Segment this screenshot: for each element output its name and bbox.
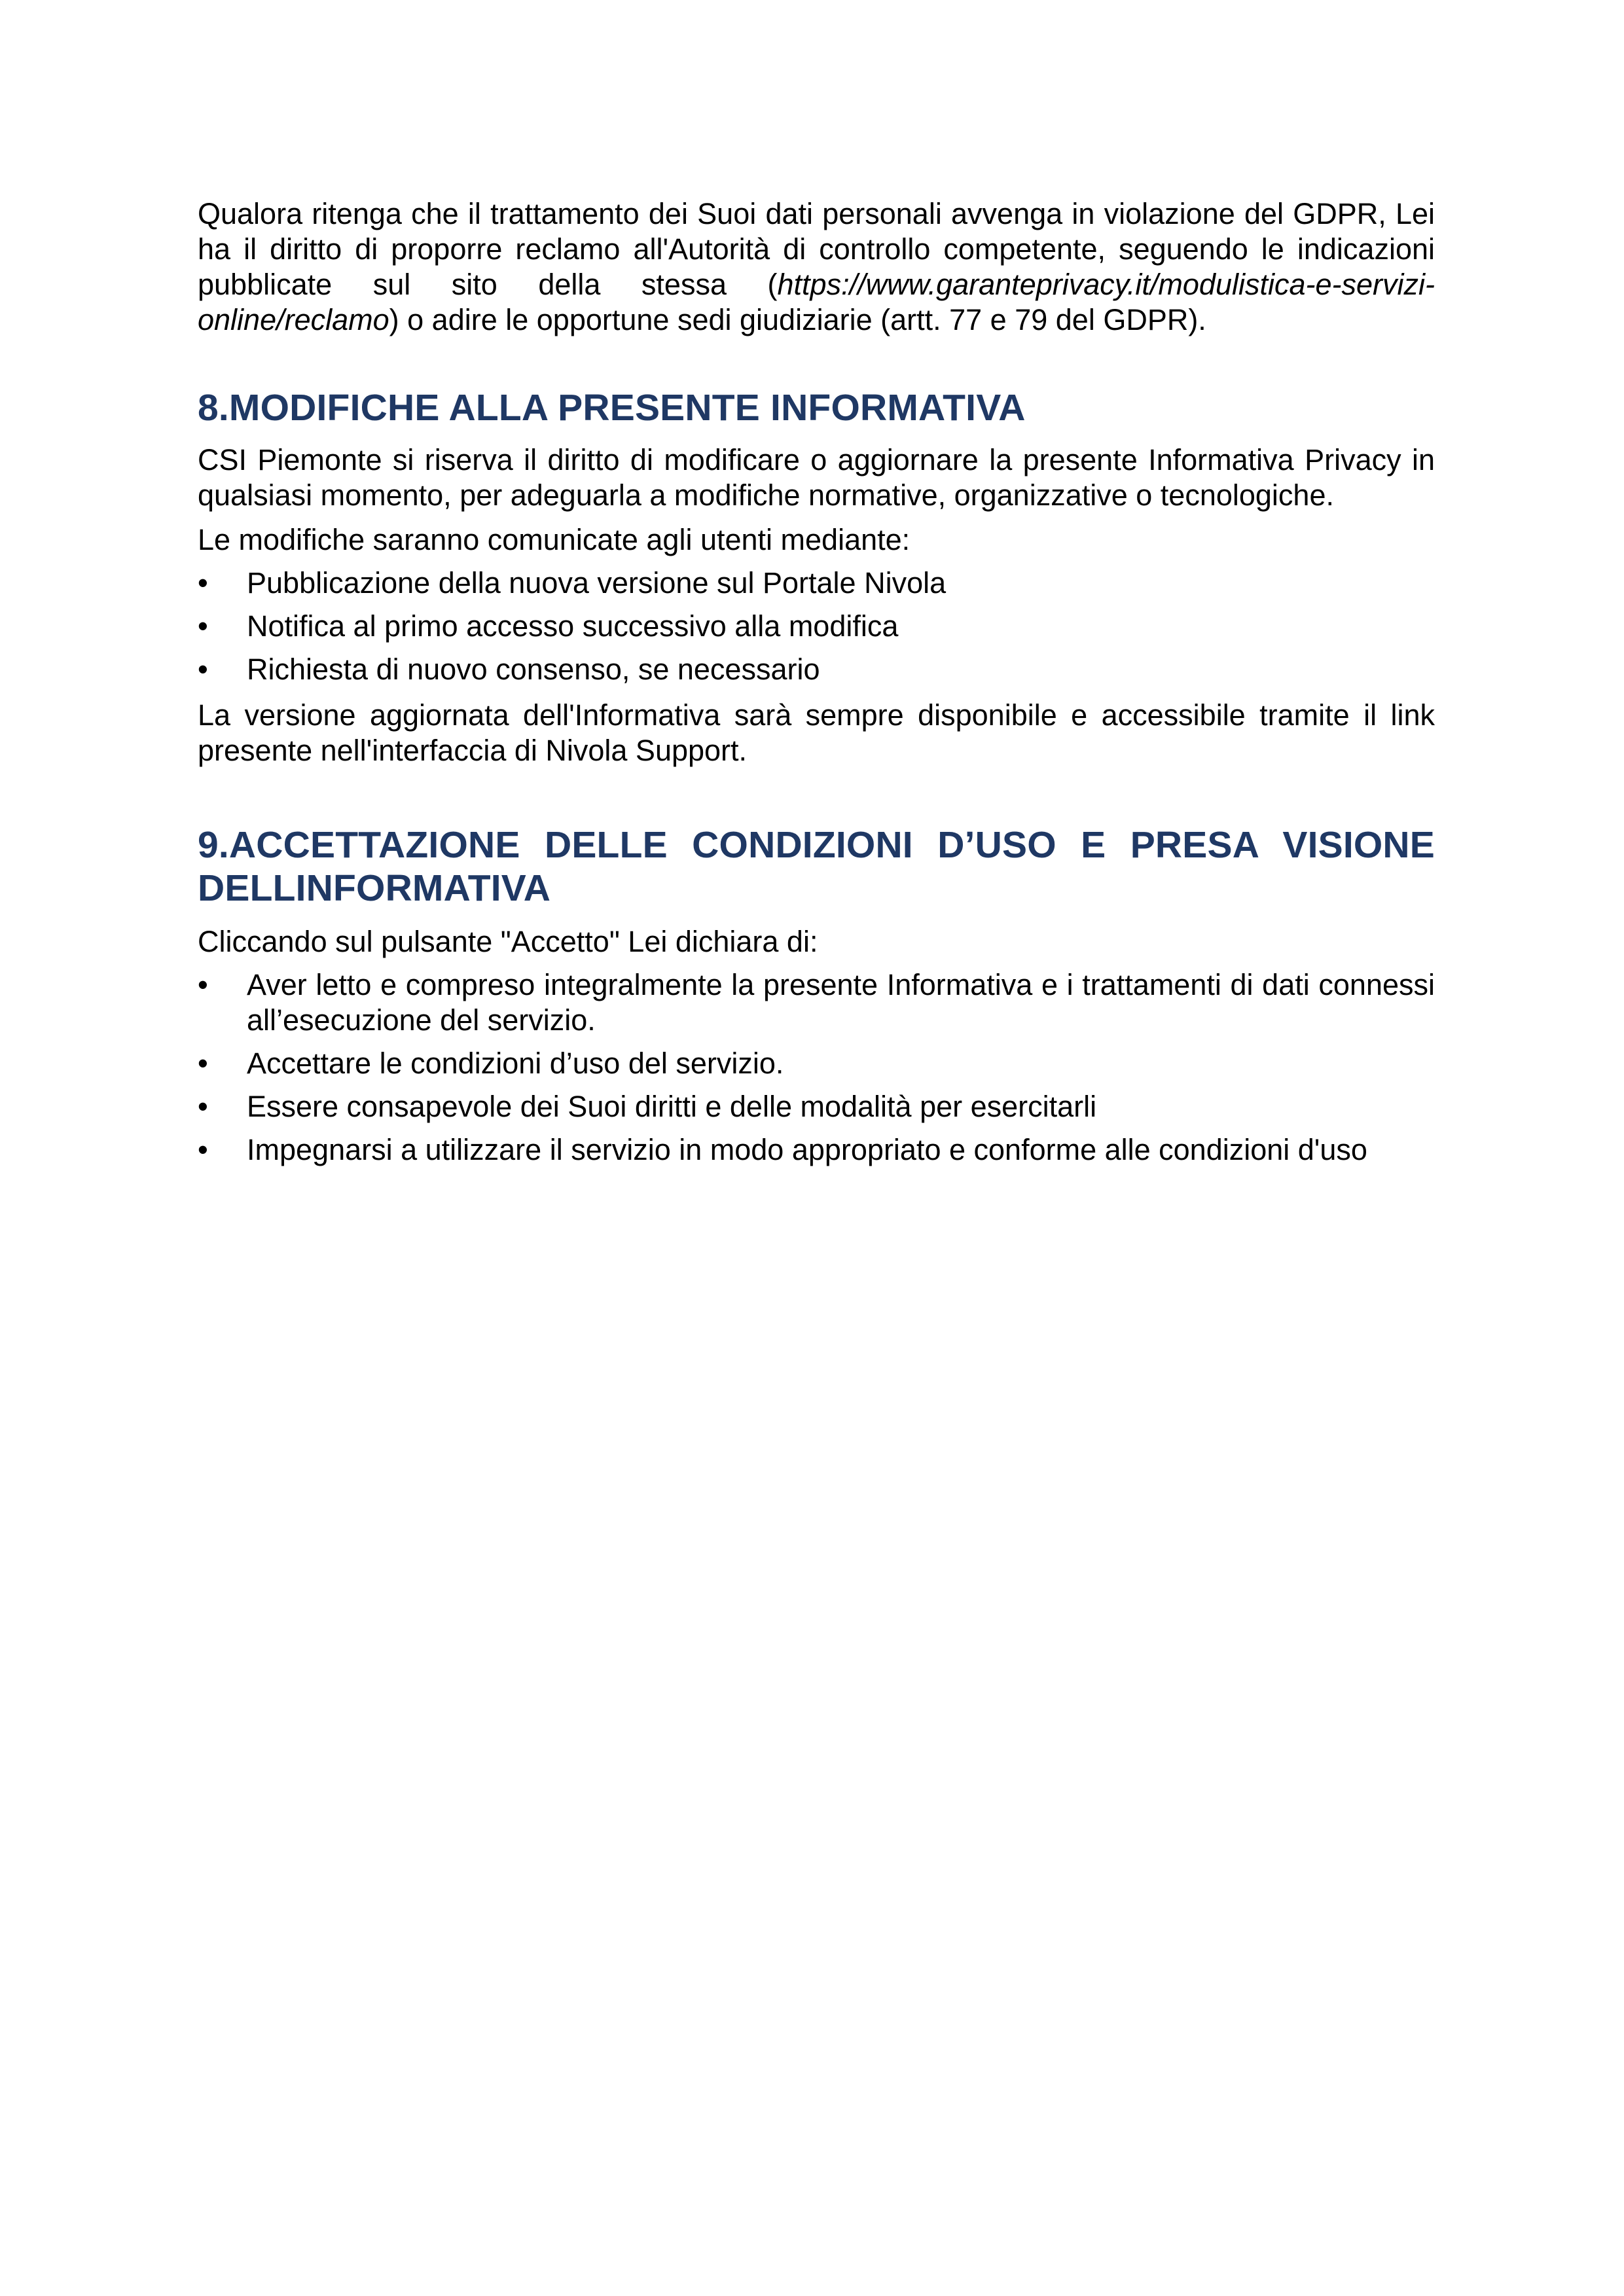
list-item-text: Aver letto e compreso integralmente la presente Informativa e i trattamenti di dati connessi all’esecuzione del servizio. — [247, 968, 1435, 1037]
document-page — [198, 196, 1435, 1168]
garante-privacy-link[interactable]: https://www.garanteprivacy.it/modulistica-e-servizi-online/reclamo — [198, 268, 1435, 336]
bullet-icon: • — [198, 1047, 208, 1080]
complaint-paragraph-start: Qualora ritenga che il trattamento dei Suoi dati personali avvenga in violazione del GDPR, Lei ha il diritto di proporre reclamo all'Autorità di controllo competente, seguendo le indicazioni pubblicate sul sito della stessa ( — [198, 197, 1435, 301]
list-item-text: Accettare le condizioni d’uso del servizio. — [247, 1047, 784, 1080]
list-item — [198, 565, 1435, 601]
list-item — [198, 1132, 1435, 1168]
complaint-paragraph-end: ) o adire le opportune sedi giudiziarie (artt. 77 e 79 del GDPR). — [389, 303, 1206, 336]
section-8-title: 8.MODIFICHE ALLA PRESENTE INFORMATIVA — [198, 387, 1026, 429]
section-8-paragraph-2: Le modifiche saranno comunicate agli utenti mediante: — [198, 523, 911, 556]
list-item — [198, 1046, 1435, 1081]
list-item-text: Pubblicazione della nuova versione sul Portale Nivola — [247, 566, 947, 600]
section-9-title: 9.ACCETTAZIONE DELLE CONDIZIONI D’USO E PRESA VISIONE DELLINFORMATIVA — [198, 824, 1435, 909]
list-item — [198, 652, 1435, 687]
section-9-bullet-list — [198, 967, 1435, 1168]
section-8-paragraph-1: CSI Piemonte si riserva il diritto di modificare o aggiornare la presente Informativa Privacy in qualsiasi momento, per adeguarla a modifiche normative, organizzative o tecnologiche. — [198, 443, 1435, 512]
list-item — [198, 1089, 1435, 1124]
section-9-paragraph-1: Cliccando sul pulsante "Accetto" Lei dichiara di: — [198, 925, 818, 958]
bullet-icon: • — [198, 1133, 208, 1166]
list-item-text: Richiesta di nuovo consenso, se necessario — [247, 653, 820, 686]
list-item — [198, 609, 1435, 644]
bullet-icon: • — [198, 653, 208, 686]
list-item-text: Essere consapevole dei Suoi diritti e delle modalità per esercitarli — [247, 1090, 1097, 1123]
bullet-icon: • — [198, 566, 208, 600]
bullet-icon: • — [198, 609, 208, 643]
list-item-text: Notifica al primo accesso successivo alla modifica — [247, 609, 899, 643]
list-item-text: Impegnarsi a utilizzare il servizio in modo appropriato e conforme alle condizioni d'uso — [247, 1133, 1367, 1166]
bullet-icon: • — [198, 968, 208, 1001]
complaint-paragraph — [198, 196, 1435, 338]
bullet-icon: • — [198, 1090, 208, 1123]
list-item — [198, 967, 1435, 1038]
section-8-paragraph-3: La versione aggiornata dell'Informativa sarà sempre disponibile e accessibile tramite il link presente nell'interfaccia di Nivola Support. — [198, 698, 1435, 767]
section-8-bullet-list — [198, 565, 1435, 687]
